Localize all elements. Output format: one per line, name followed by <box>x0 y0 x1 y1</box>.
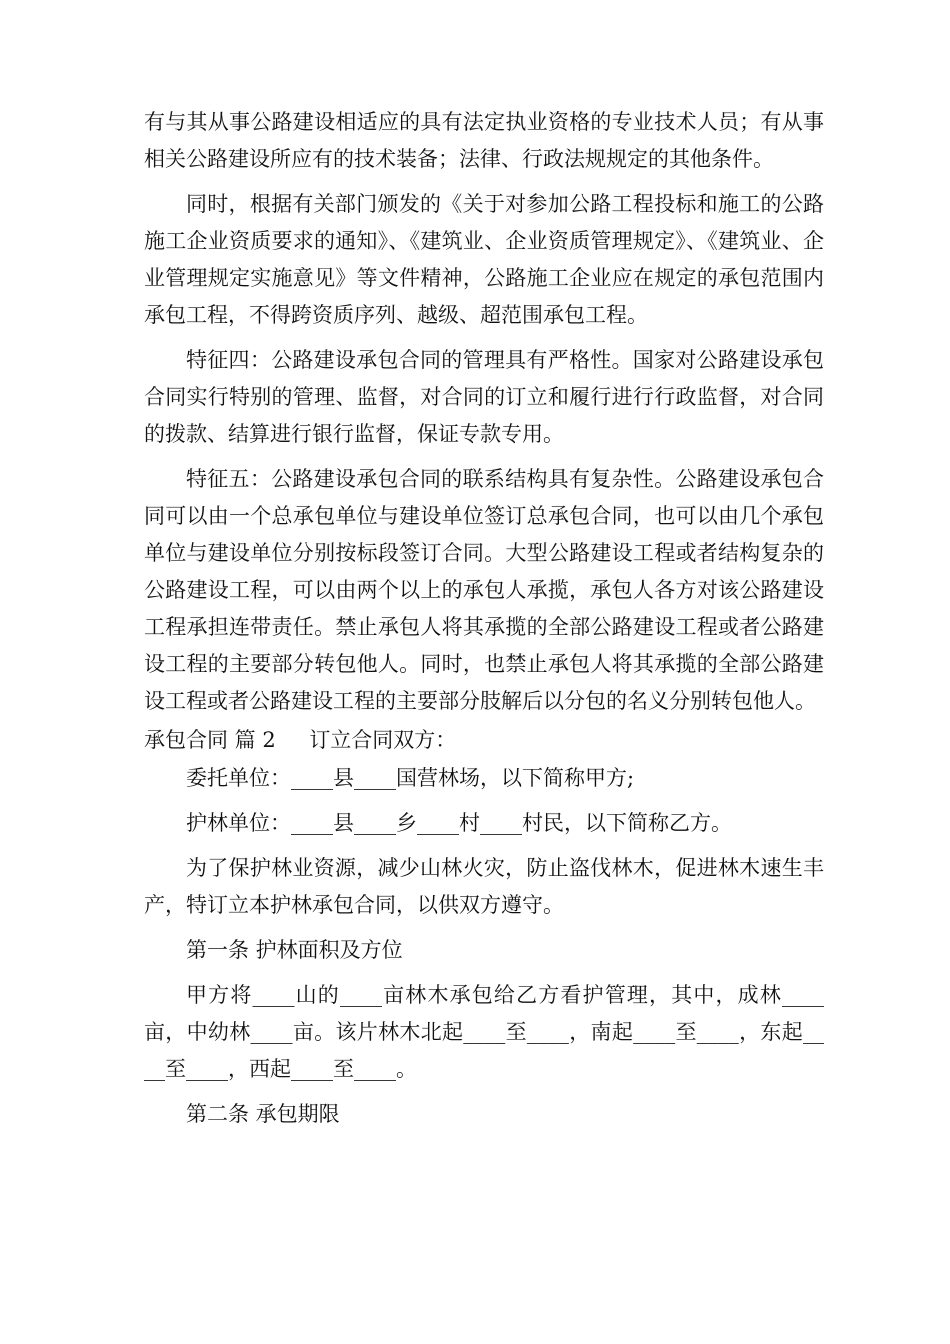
section-subtitle: 订立合同双方： <box>309 728 457 752</box>
paragraph-regulations: 同时，根据有关部门颁发的《关于对参加公路工程投标和施工的公路施工企业资质要求的通知》、《建筑业、企业资质管理规定》、《建筑业、企业管理规定实施意见》等文件精神，公路施工企业应在规定的承包范围内承包工程，不得跨资质序列、越级、超范围承包工程。 <box>144 192 824 327</box>
document-page <box>144 104 824 1133</box>
party-entrust: 委托单位：____县____国营林场，以下简称甲方; <box>186 766 635 790</box>
paragraph-feature-four: 特征四：公路建设承包合同的管理具有严格性。国家对公路建设承包合同实行特别的管理、监督，对合同的订立和履行进行行政监督，对合同的拨款、结算进行银行监督，保证专款专用。 <box>144 348 824 446</box>
paragraph-qualification: 有与其从事公路建设相适应的具有法定执业资格的专业技术人员；有从事相关公路建设所应有的技术装备；法律、行政法规规定的其他条件。 <box>144 110 824 171</box>
section-heading <box>144 722 824 759</box>
paragraph-feature-five: 特征五：公路建设承包合同的联系结构具有复杂性。公路建设承包合同可以由一个总承包单位与建设单位签订总承包合同，也可以由几个承包单位与建设单位分别按标段签订合同。大型公路建设工程或者结构复杂的公路建设工程，可以由两个以上的承包人承揽，承包人各方对该公路建设工程承担连带责任。禁止承包人将其承揽的全部公路建设工程或者公路建设工程的主要部分转包他人。同时，也禁止承包人将其承揽的全部公路建设工程或者公路建设工程的主要部分肢解后以分包的名义分别转包他人。 <box>144 467 824 713</box>
section-title: 承包合同 篇 2 <box>144 728 276 752</box>
contract-purpose: 为了保护林业资源，减少山林火灾，防止盗伐林木，促进林木速生丰产，特订立本护林承包合同，以供双方遵守。 <box>144 856 824 917</box>
article-1-title: 第一条 护林面积及方位 <box>186 938 403 962</box>
article-2-title: 第二条 承包期限 <box>186 1102 340 1126</box>
party-forester: 护林单位：____县____乡____村____村民，以下简称乙方。 <box>186 811 732 835</box>
article-1-body: 甲方将____山的____亩林木承包给乙方看护管理，其中，成林____亩，中幼林____亩。该片林木北起____至____，南起____至____，东起____至____，西起____至____。 <box>144 983 824 1081</box>
